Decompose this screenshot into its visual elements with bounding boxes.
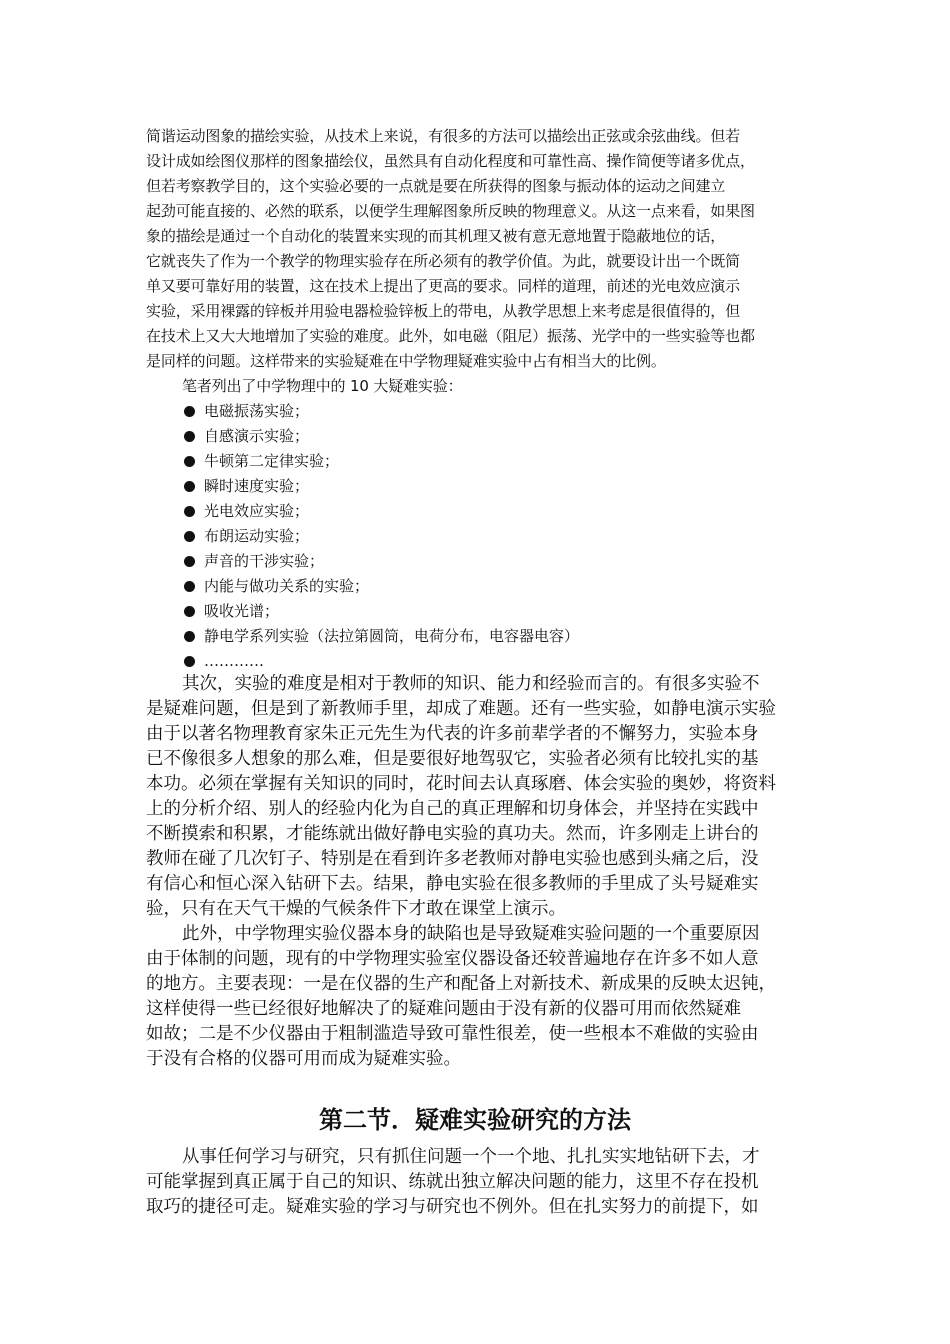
bullet-icon — [184, 556, 195, 567]
list-item-text: 布朗运动实验； — [204, 527, 310, 545]
text-line: 其次，实验的难度是相对于教师的知识、能力和经验而言的。有很多实验不 — [182, 674, 760, 694]
paragraph-experiment-design — [146, 124, 814, 399]
bullet-icon — [184, 406, 195, 417]
list-item — [184, 399, 824, 424]
list-item-text: 声音的干涉实验； — [204, 552, 325, 570]
bullet-icon — [184, 531, 195, 542]
text-line: 有信心和恒心深入钻研下去。结果，静电实验在很多教师的手里成了头号疑难实 — [146, 874, 759, 894]
bullet-icon — [184, 431, 195, 442]
text-line: 取巧的捷径可走。疑难实验的学习与研究也不例外。但在扎实努力的前提下，如 — [146, 1197, 759, 1217]
text-line: 由于以著名物理教育家朱正元先生为代表的许多前辈学者的不懈努力，实验本身 — [146, 724, 759, 744]
list-item-text: 自感演示实验； — [204, 427, 310, 445]
bullet-icon — [184, 456, 195, 467]
list-item-text: 吸收光谱； — [204, 602, 280, 620]
text-line: 不断摸索和积累，才能练就出做好静电实验的真功夫。然而，许多刚走上讲台的 — [146, 824, 759, 844]
difficult-experiments-list — [184, 399, 824, 674]
list-item — [184, 624, 824, 649]
text-line: 于没有合格的仪器可用而成为疑难实验。 — [146, 1049, 461, 1069]
list-item — [184, 549, 824, 574]
text-line: 如故；二是不少仪器由于粗制滥造导致可靠性很差，使一些根本不难做的实验由 — [146, 1024, 759, 1044]
bullet-icon — [184, 581, 195, 592]
text-line: 已不像很多人想象的那么难，但是要很好地驾驭它，实验者必须有比较扎实的基 — [146, 749, 759, 769]
list-item-text: 内能与做功关系的实验； — [204, 577, 370, 595]
text-line: 这样使得一些已经很好地解决了的疑难问题由于没有新的仪器可用而依然疑难 — [146, 999, 741, 1019]
list-item — [184, 649, 824, 674]
text-line: 可能掌握到真正属于自己的知识、练就出独立解决问题的能力，这里不存在投机 — [146, 1172, 759, 1192]
text-line: 本功。必须在掌握有关知识的同时，花时间去认真琢磨、体会实验的奥妙，将资料 — [146, 774, 776, 794]
text-line: 由于体制的问题，现有的中学物理实验室仪器设备还较普遍地存在许多不如人意 — [146, 949, 759, 969]
paragraph-research-method — [146, 1145, 814, 1220]
list-item — [184, 524, 824, 549]
list-item — [184, 424, 824, 449]
section-heading: 第二节．疑难实验研究的方法 — [319, 1106, 631, 1134]
bullet-icon — [184, 481, 195, 492]
text-line: 象的描绘是通过一个自动化的装置来实现的而其机理又被有意无意地置于隐蔽地位的话， — [146, 227, 726, 245]
list-item — [184, 499, 824, 524]
text-line: 教师在碰了几次钉子、特别是在看到许多老教师对静电实验也感到头痛之后，没 — [146, 849, 759, 869]
list-item-text: 牛顿第二定律实验； — [204, 452, 340, 470]
text-line: 实验，采用裸露的锌板并用验电器检验锌板上的带电，从教学思想上来考虑是很值得的，但 — [146, 302, 741, 320]
list-item — [184, 599, 824, 624]
text-line: 此外，中学物理实验仪器本身的缺陷也是导致疑难实验问题的一个重要原因 — [182, 924, 760, 944]
list-item — [184, 449, 824, 474]
list-item-text: 瞬时速度实验； — [204, 477, 310, 495]
bullet-icon — [184, 656, 195, 667]
paragraph-teacher-experience — [146, 672, 814, 1072]
text-line: 从事任何学习与研究，只有抓住问题一个一个地、扎扎实实地钻研下去，才 — [182, 1147, 760, 1167]
list-item-text: 静电学系列实验（法拉第圆筒，电荷分布，电容器电容） — [204, 627, 580, 645]
text-line: 上的分析介绍、别人的经验内化为自己的真正理解和切身体会，并坚持在实践中 — [146, 799, 759, 819]
bullet-icon — [184, 506, 195, 517]
list-item — [184, 574, 824, 599]
text-line: 起劲可能直接的、必然的联系，以便学生理解图象所反映的物理意义。从这一点来看，如果图 — [146, 202, 755, 220]
list-intro: 笔者列出了中学物理中的 10 大疑难实验： — [182, 377, 463, 395]
text-line: 在技术上又大大地增加了实验的难度。此外，如电磁（阻尼）振荡、光学中的一些实验等也都 — [146, 327, 755, 345]
bullet-icon — [184, 631, 195, 642]
list-item — [184, 474, 824, 499]
text-line: 它就丧失了作为一个教学的物理实验存在所必须有的教学价值。为此，就要设计出一个既简 — [146, 252, 741, 270]
text-line: 但若考察教学目的，这个实验必要的一点就是要在所获得的图象与振动体的运动之间建立 — [146, 177, 726, 195]
list-item-text: 电磁振荡实验； — [204, 402, 310, 420]
list-item-text: ………… — [204, 652, 264, 670]
list-item-text: 光电效应实验； — [204, 502, 310, 520]
text-line: 验，只有在天气干燥的气候条件下才敢在课堂上演示。 — [146, 899, 566, 919]
text-line: 简谐运动图象的描绘实验，从技术上来说，有很多的方法可以描绘出正弦或余弦曲线。但若 — [146, 127, 741, 145]
text-line: 设计成如绘图仪那样的图象描绘仪，虽然具有自动化程度和可靠性高、操作简便等诸多优点， — [146, 152, 755, 170]
text-line: 单又要可靠好用的装置，这在技术上提出了更高的要求。同样的道理，前述的光电效应演示 — [146, 277, 741, 295]
text-line: 是同样的问题。这样带来的实验疑难在中学物理疑难实验中占有相当大的比例。 — [146, 352, 666, 370]
bullet-icon — [184, 606, 195, 617]
text-line: 是疑难问题，但是到了新教师手里，却成了难题。还有一些实验，如静电演示实验 — [146, 699, 776, 719]
text-line: 的地方。主要表现：一是在仪器的生产和配备上对新技术、新成果的反映太迟钝， — [146, 974, 776, 994]
